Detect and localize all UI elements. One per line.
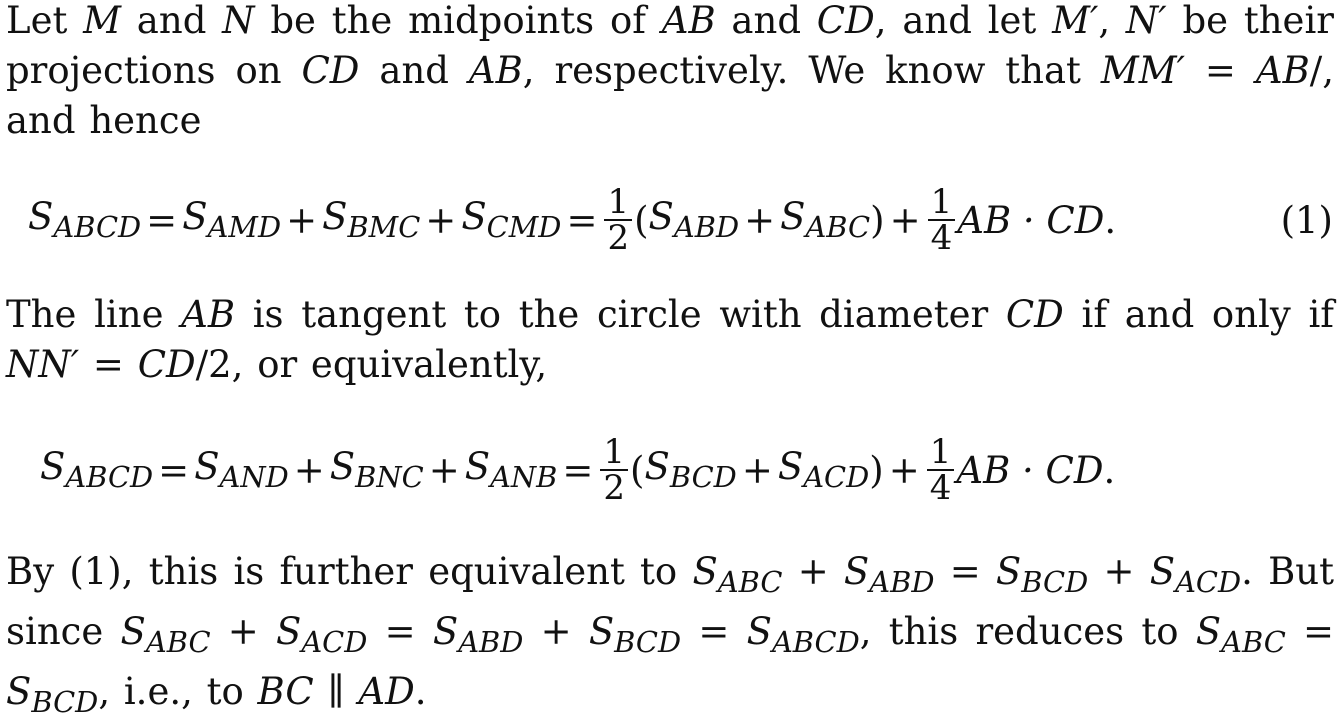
eq2-term-1: $S_{AND}$ [194, 445, 289, 495]
paragraph-midpoints [6, 0, 1334, 146]
eq1-quarter-fraction: $\frac{1}{4}$ [928, 185, 956, 255]
eq2-quarter-fraction: $\frac{1}{4}$ [927, 435, 955, 505]
equation-1-number: (1) [1280, 198, 1333, 242]
paragraph-conclusion [6, 547, 1334, 727]
p3-text: By (1), this is further equivalent to $S_{ABC} + S_{ABD} = S_{BCD} + S_{ACD}$. But since $S_{ABC} + S_{ACD} = S_{ABD} + S_{BCD} = S_{ABCD}$, this reduces to $S_{ABC} = S_{BCD}$, i.e., to BC ∥ AD. [6, 550, 1334, 720]
eq2-lhs: $S_{ABCD}$ [40, 445, 154, 495]
equation-2 [0, 428, 1341, 512]
p2-text: The line AB is tangent to the circle with diameter CD if and only if NN′ = CD/2, or equivalently, [6, 293, 1334, 386]
eq1-paren-term-2: $S_{ABC}$ [780, 195, 871, 245]
eq2-term-3: $S_{ANB}$ [464, 445, 558, 495]
eq2-product: AB · CD [956, 448, 1104, 492]
eq2-paren-term-2: $S_{ACD}$ [777, 445, 870, 495]
eq2-half-fraction: $\frac{1}{2}$ [600, 435, 628, 505]
eq1-product: AB · CD [957, 198, 1105, 242]
eq2-paren-term-1: $S_{BCD}$ [644, 445, 737, 495]
eq1-half-fraction: $\frac{1}{2}$ [604, 185, 632, 255]
eq1-lhs: $S_{ABCD}$ [28, 195, 142, 245]
eq1-term-2: $S_{BMC}$ [322, 195, 421, 245]
p1-text: Let M and N be the midpoints of AB and CD, and let M′, N′ be their projections on CD and AB, respectively. We know that MM′ = AB/, and hence [6, 0, 1334, 142]
eq1-term-3: $S_{CMD}$ [461, 195, 562, 245]
equation-1-body: $S_{ABCD}$ = $S_{AMD}$ + $S_{BMC}$ + $S_{CMD}$ = $\frac{1}{2}$ ( $S_{ABD}$ + $S_{ABC}$ ) + $\frac{1}{4}$ AB · CD . [28, 182, 1117, 258]
equation-1 [0, 178, 1341, 262]
eq2-term-2: $S_{BNC}$ [329, 445, 424, 495]
paragraph-tangent [6, 290, 1334, 390]
eq1-paren-term-1: $S_{ABD}$ [648, 195, 740, 245]
equation-2-body: $S_{ABCD}$ = $S_{AND}$ + $S_{BNC}$ + $S_{ANB}$ = $\frac{1}{2}$ ( $S_{BCD}$ + $S_{ACD}$ ) + $\frac{1}{4}$ AB · CD . [40, 432, 1116, 508]
eq1-term-1: $S_{AMD}$ [182, 195, 282, 245]
